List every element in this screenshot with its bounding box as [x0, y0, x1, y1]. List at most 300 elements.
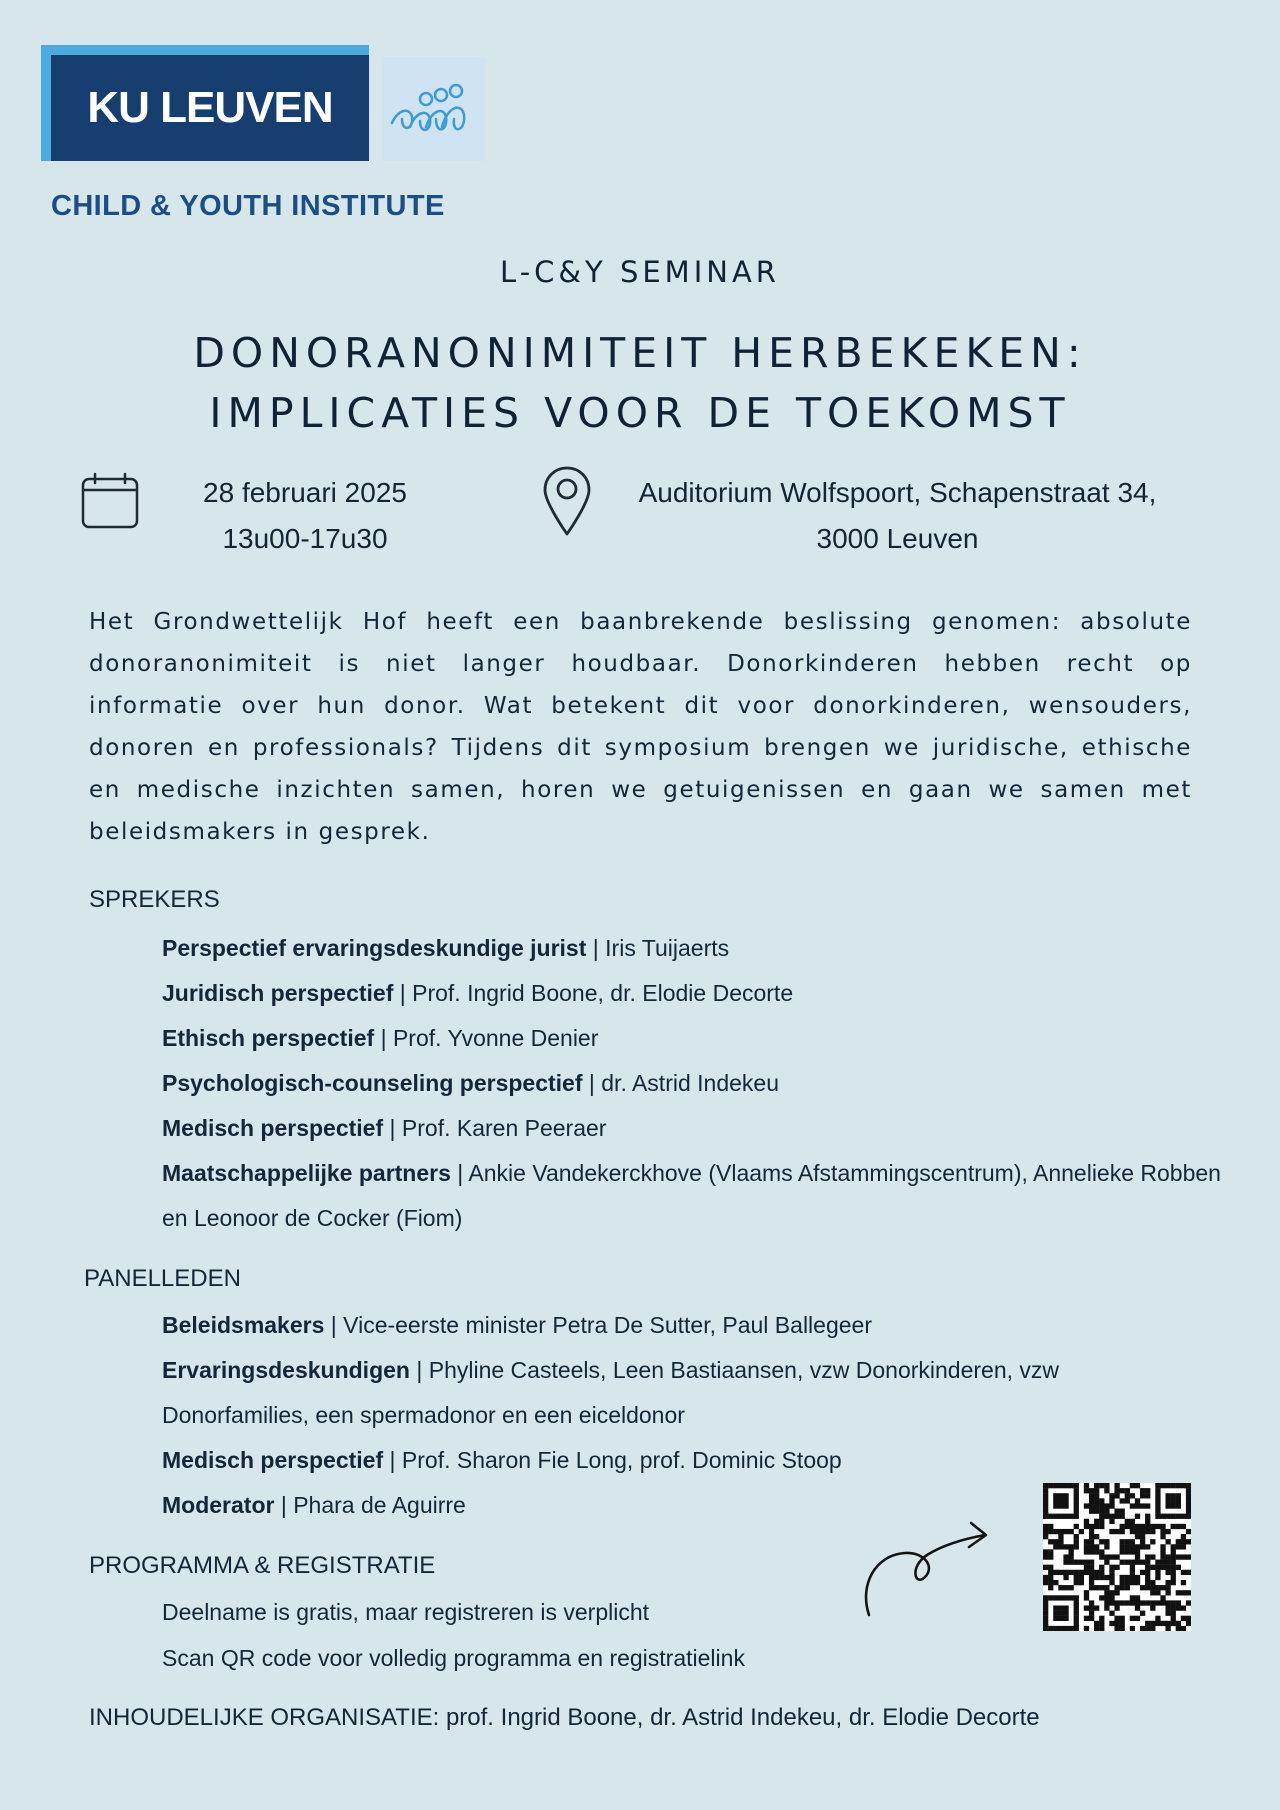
qr-module: [1135, 1534, 1140, 1539]
qr-module: [1165, 1554, 1170, 1559]
qr-module: [1160, 1534, 1165, 1539]
qr-module: [1130, 1565, 1135, 1570]
qr-module: [1135, 1580, 1140, 1585]
institute-people-logo-icon: [382, 57, 485, 161]
qr-module: [1074, 1626, 1079, 1631]
qr-module: [1171, 1611, 1176, 1616]
qr-module: [1176, 1539, 1181, 1544]
qr-module: [1074, 1503, 1079, 1508]
qr-module: [1135, 1605, 1140, 1610]
qr-module: [1089, 1570, 1094, 1575]
qr-module: [1099, 1621, 1104, 1626]
qr-module: [1165, 1498, 1170, 1503]
page-title: [0, 323, 1280, 443]
qr-module: [1135, 1575, 1140, 1580]
qr-module: [1089, 1539, 1094, 1544]
qr-module: [1171, 1524, 1176, 1529]
qr-module: [1130, 1560, 1135, 1565]
qr-module: [1094, 1585, 1099, 1590]
qr-module: [1125, 1493, 1130, 1498]
panel-role: Medisch perspectief: [162, 1447, 384, 1473]
qr-module: [1043, 1621, 1048, 1626]
qr-module: [1058, 1605, 1063, 1610]
qr-module: [1155, 1560, 1160, 1565]
date-time: [160, 470, 450, 562]
qr-module: [1063, 1616, 1068, 1621]
qr-module: [1114, 1590, 1119, 1595]
separator: |: [374, 1025, 393, 1051]
qr-module: [1099, 1514, 1104, 1519]
qr-module: [1145, 1585, 1150, 1590]
title-line-1: DONORANONIMITEIT HERBEKEKEN:: [193, 329, 1087, 377]
qr-module: [1074, 1580, 1079, 1585]
qr-module: [1160, 1600, 1165, 1605]
speaker-names: Iris Tuijaerts: [605, 935, 730, 961]
qr-module: [1171, 1493, 1176, 1498]
qr-module: [1089, 1575, 1094, 1580]
qr-module: [1181, 1590, 1186, 1595]
qr-module: [1140, 1534, 1145, 1539]
qr-module: [1130, 1483, 1135, 1488]
qr-module: [1094, 1544, 1099, 1549]
qr-module: [1145, 1565, 1150, 1570]
qr-module: [1048, 1483, 1053, 1488]
qr-module: [1135, 1554, 1140, 1559]
qr-module: [1043, 1549, 1048, 1554]
qr-module: [1130, 1600, 1135, 1605]
qr-module: [1063, 1626, 1068, 1631]
qr-module: [1084, 1616, 1089, 1621]
qr-module: [1043, 1514, 1048, 1519]
panel-role: Beleidsmakers: [162, 1312, 325, 1338]
qr-module: [1084, 1560, 1089, 1565]
qr-module: [1145, 1600, 1150, 1605]
qr-module: [1058, 1493, 1063, 1498]
qr-module: [1074, 1493, 1079, 1498]
qr-module: [1084, 1605, 1089, 1610]
qr-module: [1120, 1575, 1125, 1580]
qr-module: [1165, 1626, 1170, 1631]
qr-module: [1181, 1554, 1186, 1559]
qr-module: [1130, 1595, 1135, 1600]
calendar-icon: [80, 472, 140, 534]
qr-module: [1048, 1554, 1053, 1559]
registration-heading: PROGRAMMA & REGISTRATIE: [89, 1552, 436, 1579]
qr-module: [1186, 1539, 1191, 1544]
qr-module: [1186, 1616, 1191, 1621]
speaker-item: [162, 1151, 1242, 1241]
qr-module: [1109, 1565, 1114, 1570]
qr-module: [1043, 1605, 1048, 1610]
panel-names: Prof. Sharon Fie Long, prof. Dominic Stoop: [401, 1447, 842, 1473]
qr-module: [1120, 1488, 1125, 1493]
qr-module: [1063, 1544, 1068, 1549]
qr-module: [1114, 1616, 1119, 1621]
qr-module: [1074, 1498, 1079, 1503]
qr-module: [1058, 1544, 1063, 1549]
separator: |: [383, 1447, 402, 1473]
qr-module: [1181, 1524, 1186, 1529]
qr-module: [1155, 1509, 1160, 1514]
qr-module: [1099, 1554, 1104, 1559]
speaker-role: Maatschappelijke partners: [162, 1160, 451, 1186]
title-line-2: IMPLICATIES VOOR DE TOEKOMST: [209, 389, 1071, 437]
qr-module: [1043, 1616, 1048, 1621]
qr-module: [1099, 1585, 1104, 1590]
speaker-item: [162, 1106, 1242, 1151]
qr-module: [1089, 1488, 1094, 1493]
qr-module: [1053, 1580, 1058, 1585]
qr-module: [1094, 1493, 1099, 1498]
qr-module: [1145, 1519, 1150, 1524]
qr-module: [1079, 1560, 1084, 1565]
qr-module: [1120, 1529, 1125, 1534]
qr-module: [1043, 1600, 1048, 1605]
qr-module: [1130, 1580, 1135, 1585]
qr-module: [1165, 1539, 1170, 1544]
qr-module: [1186, 1488, 1191, 1493]
panel-names: Vice-eerste minister Petra De Sutter, Paul Ballegeer: [343, 1312, 872, 1338]
panel-item: [162, 1438, 1242, 1483]
qr-module: [1181, 1483, 1186, 1488]
qr-module: [1171, 1514, 1176, 1519]
qr-module: [1074, 1534, 1079, 1539]
qr-module: [1109, 1519, 1114, 1524]
qr-module: [1120, 1626, 1125, 1631]
qr-module: [1053, 1514, 1058, 1519]
qr-module: [1079, 1580, 1084, 1585]
qr-code[interactable]: [1043, 1483, 1191, 1631]
qr-module: [1058, 1626, 1063, 1631]
qr-module: [1171, 1560, 1176, 1565]
map-pin-icon: [541, 465, 593, 541]
qr-module: [1053, 1529, 1058, 1534]
qr-module: [1099, 1549, 1104, 1554]
qr-module: [1165, 1560, 1170, 1565]
qr-module: [1074, 1488, 1079, 1493]
qr-module: [1053, 1493, 1058, 1498]
speaker-role: Juridisch perspectief: [162, 980, 394, 1006]
qr-module: [1140, 1503, 1145, 1508]
qr-module: [1171, 1621, 1176, 1626]
qr-module: [1099, 1626, 1104, 1631]
qr-module: [1058, 1514, 1063, 1519]
qr-module: [1104, 1554, 1109, 1559]
qr-module: [1079, 1529, 1084, 1534]
qr-module: [1181, 1534, 1186, 1539]
qr-module: [1155, 1585, 1160, 1590]
qr-module: [1140, 1529, 1145, 1534]
qr-module: [1120, 1509, 1125, 1514]
qr-module: [1165, 1503, 1170, 1508]
qr-module: [1089, 1509, 1094, 1514]
qr-module: [1145, 1554, 1150, 1559]
qr-module: [1043, 1580, 1048, 1585]
qr-module: [1043, 1498, 1048, 1503]
qr-module: [1165, 1570, 1170, 1575]
speaker-item: [162, 1061, 1242, 1106]
qr-module: [1145, 1626, 1150, 1631]
qr-module: [1063, 1483, 1068, 1488]
qr-module: [1043, 1493, 1048, 1498]
qr-module: [1160, 1565, 1165, 1570]
qr-module: [1171, 1503, 1176, 1508]
qr-module: [1094, 1575, 1099, 1580]
qr-module: [1181, 1544, 1186, 1549]
qr-module: [1069, 1529, 1074, 1534]
qr-module: [1171, 1580, 1176, 1585]
qr-module: [1171, 1575, 1176, 1580]
separator: |: [393, 980, 413, 1006]
qr-module: [1125, 1519, 1130, 1524]
qr-module: [1165, 1621, 1170, 1626]
qr-module: [1104, 1503, 1109, 1508]
qr-module: [1160, 1585, 1165, 1590]
qr-module: [1176, 1498, 1181, 1503]
qr-module: [1114, 1605, 1119, 1610]
qr-module: [1094, 1509, 1099, 1514]
qr-module: [1150, 1580, 1155, 1585]
qr-module: [1074, 1570, 1079, 1575]
qr-module: [1120, 1539, 1125, 1544]
qr-module: [1084, 1595, 1089, 1600]
qr-module: [1084, 1590, 1089, 1595]
panel-role: Moderator: [162, 1492, 275, 1518]
qr-module: [1145, 1544, 1150, 1549]
qr-module: [1165, 1585, 1170, 1590]
qr-module: [1074, 1616, 1079, 1621]
qr-module: [1120, 1544, 1125, 1549]
qr-module: [1145, 1514, 1150, 1519]
qr-module: [1130, 1570, 1135, 1575]
qr-module: [1084, 1549, 1089, 1554]
qr-module: [1104, 1560, 1109, 1565]
qr-module: [1155, 1503, 1160, 1508]
qr-module: [1063, 1575, 1068, 1580]
qr-module: [1058, 1503, 1063, 1508]
qr-module: [1125, 1539, 1130, 1544]
qr-module: [1058, 1529, 1063, 1534]
qr-module: [1089, 1560, 1094, 1565]
qr-module: [1181, 1539, 1186, 1544]
qr-module: [1069, 1554, 1074, 1559]
qr-module: [1074, 1600, 1079, 1605]
qr-module: [1150, 1600, 1155, 1605]
qr-module: [1135, 1549, 1140, 1554]
qr-module: [1135, 1616, 1140, 1621]
qr-module: [1069, 1544, 1074, 1549]
event-time: 13u00-17u30: [222, 523, 388, 554]
qr-module: [1099, 1509, 1104, 1514]
location-line-1: Auditorium Wolfspoort, Schapenstraat 34,: [638, 477, 1157, 508]
qr-module: [1186, 1503, 1191, 1508]
qr-module: [1043, 1509, 1048, 1514]
qr-module: [1063, 1585, 1068, 1590]
qr-module: [1165, 1580, 1170, 1585]
qr-module: [1130, 1503, 1135, 1508]
qr-module: [1053, 1503, 1058, 1508]
qr-module: [1125, 1560, 1130, 1565]
qr-module: [1058, 1616, 1063, 1621]
qr-module: [1120, 1616, 1125, 1621]
qr-module: [1186, 1493, 1191, 1498]
separator: |: [582, 1070, 602, 1096]
qr-module: [1145, 1621, 1150, 1626]
speaker-role: Ethisch perspectief: [162, 1025, 375, 1051]
qr-module: [1150, 1626, 1155, 1631]
qr-module: [1099, 1575, 1104, 1580]
qr-module: [1155, 1493, 1160, 1498]
qr-module: [1099, 1595, 1104, 1600]
qr-module: [1063, 1605, 1068, 1610]
qr-module: [1094, 1605, 1099, 1610]
qr-module: [1089, 1605, 1094, 1610]
qr-module: [1074, 1514, 1079, 1519]
qr-module: [1089, 1616, 1094, 1621]
qr-module: [1130, 1544, 1135, 1549]
qr-module: [1084, 1544, 1089, 1549]
qr-module: [1186, 1570, 1191, 1575]
qr-module: [1058, 1498, 1063, 1503]
qr-module: [1155, 1488, 1160, 1493]
qr-module: [1084, 1503, 1089, 1508]
qr-module: [1130, 1616, 1135, 1621]
speaker-names: Prof. Karen Peeraer: [401, 1115, 607, 1141]
qr-module: [1043, 1534, 1048, 1539]
qr-module: [1114, 1493, 1119, 1498]
intro-paragraph: Het Grondwettelijk Hof heeft een baanbrekende beslissing genomen: absolute donoranonimiteit is niet langer houdbaar. Donorkinderen hebben recht op informatie over hun donor. Wat betekent dit voor donorkinderen, wensouders, donoren en professionals? Tijdens dit symposium brengen we juridische, ethische en medische inzichten samen, horen we getuigenissen en gaan we samen met beleidsmakers in gesprek.: [89, 609, 1192, 845]
qr-module: [1053, 1483, 1058, 1488]
qr-module: [1160, 1595, 1165, 1600]
qr-module: [1084, 1539, 1089, 1544]
seminar-label: L-C&Y SEMINAR: [500, 255, 780, 289]
separator: |: [274, 1492, 294, 1518]
qr-module: [1135, 1600, 1140, 1605]
qr-module: [1165, 1565, 1170, 1570]
qr-module: [1074, 1611, 1079, 1616]
separator: |: [450, 1160, 469, 1186]
qr-module: [1074, 1483, 1079, 1488]
qr-module: [1048, 1514, 1053, 1519]
qr-module: [1165, 1483, 1170, 1488]
qr-module: [1160, 1483, 1165, 1488]
qr-module: [1125, 1544, 1130, 1549]
qr-module: [1120, 1585, 1125, 1590]
qr-module: [1058, 1595, 1063, 1600]
qr-module: [1104, 1539, 1109, 1544]
qr-module: [1135, 1498, 1140, 1503]
qr-module: [1155, 1600, 1160, 1605]
qr-module: [1125, 1498, 1130, 1503]
qr-module: [1114, 1483, 1119, 1488]
qr-module: [1094, 1626, 1099, 1631]
qr-module: [1150, 1539, 1155, 1544]
qr-module: [1058, 1570, 1063, 1575]
qr-module: [1109, 1529, 1114, 1534]
qr-module: [1155, 1616, 1160, 1621]
qr-module: [1155, 1514, 1160, 1519]
qr-module: [1160, 1514, 1165, 1519]
qr-module: [1048, 1575, 1053, 1580]
qr-module: [1079, 1575, 1084, 1580]
qr-module: [1104, 1590, 1109, 1595]
qr-module: [1104, 1605, 1109, 1610]
qr-module: [1053, 1544, 1058, 1549]
qr-module: [1089, 1585, 1094, 1590]
qr-module: [1140, 1524, 1145, 1529]
qr-module: [1099, 1565, 1104, 1570]
qr-module: [1053, 1570, 1058, 1575]
qr-code-graphic: [1043, 1483, 1191, 1631]
qr-module: [1058, 1483, 1063, 1488]
qr-module: [1140, 1570, 1145, 1575]
qr-module: [1186, 1621, 1191, 1626]
qr-module: [1043, 1554, 1048, 1559]
separator: |: [383, 1115, 402, 1141]
panel-item: [162, 1303, 1242, 1348]
qr-module: [1048, 1580, 1053, 1585]
qr-module: [1171, 1605, 1176, 1610]
qr-module: [1104, 1509, 1109, 1514]
qr-module: [1155, 1575, 1160, 1580]
qr-module: [1176, 1544, 1181, 1549]
qr-module: [1104, 1483, 1109, 1488]
qr-module: [1104, 1600, 1109, 1605]
institute-name: CHILD & YOUTH INSTITUTE: [51, 190, 445, 222]
qr-module: [1165, 1605, 1170, 1610]
qr-module: [1089, 1549, 1094, 1554]
qr-module: [1104, 1544, 1109, 1549]
qr-module: [1165, 1590, 1170, 1595]
qr-module: [1063, 1554, 1068, 1559]
qr-module: [1074, 1524, 1079, 1529]
qr-module: [1063, 1498, 1068, 1503]
qr-module: [1099, 1570, 1104, 1575]
qr-module: [1160, 1529, 1165, 1534]
qr-module: [1125, 1600, 1130, 1605]
qr-module: [1176, 1483, 1181, 1488]
qr-module: [1140, 1560, 1145, 1565]
qr-module: [1130, 1575, 1135, 1580]
qr-module: [1084, 1524, 1089, 1529]
qr-module: [1176, 1514, 1181, 1519]
qr-module: [1114, 1626, 1119, 1631]
qr-module: [1089, 1534, 1094, 1539]
qr-module: [1150, 1605, 1155, 1610]
qr-module: [1058, 1611, 1063, 1616]
qr-module: [1084, 1565, 1089, 1570]
qr-module: [1155, 1621, 1160, 1626]
qr-module: [1063, 1570, 1068, 1575]
qr-module: [1048, 1549, 1053, 1554]
qr-module: [1160, 1524, 1165, 1529]
qr-module: [1053, 1498, 1058, 1503]
qr-module: [1176, 1590, 1181, 1595]
qr-module: [1130, 1493, 1135, 1498]
qr-module: [1176, 1600, 1181, 1605]
speaker-item: [162, 926, 1242, 971]
qr-module: [1120, 1580, 1125, 1585]
qr-module: [1089, 1611, 1094, 1616]
qr-module: [1176, 1524, 1181, 1529]
qr-module: [1053, 1595, 1058, 1600]
qr-module: [1069, 1560, 1074, 1565]
qr-module: [1120, 1560, 1125, 1565]
qr-module: [1048, 1585, 1053, 1590]
separator: |: [409, 1357, 429, 1383]
qr-module: [1053, 1616, 1058, 1621]
qr-module: [1186, 1509, 1191, 1514]
